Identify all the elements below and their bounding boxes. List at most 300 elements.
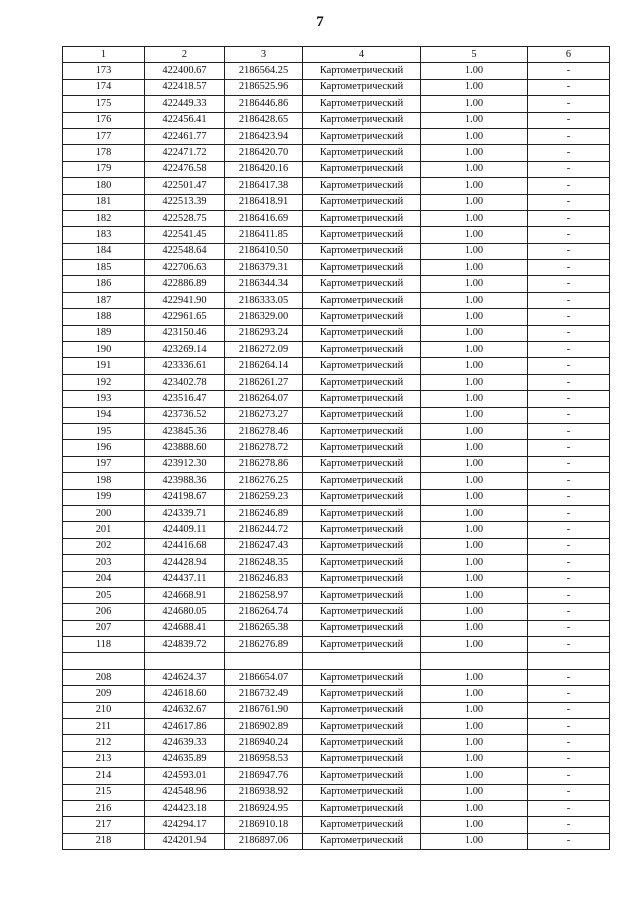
table-cell: 424201.94 bbox=[145, 833, 225, 849]
table-cell: 424680.05 bbox=[145, 604, 225, 620]
table-cell: 2186261.27 bbox=[225, 374, 303, 390]
table-cell: 2186344.34 bbox=[225, 276, 303, 292]
table-cell: 1.00 bbox=[421, 260, 528, 276]
table-cell: 1.00 bbox=[421, 571, 528, 587]
table-cell: - bbox=[528, 440, 610, 456]
table-cell: 422513.39 bbox=[145, 194, 225, 210]
table-cell: - bbox=[528, 719, 610, 735]
table-cell: 424668.91 bbox=[145, 587, 225, 603]
table-cell: 424423.18 bbox=[145, 800, 225, 816]
table-cell: 422400.67 bbox=[145, 63, 225, 79]
table-cell: Картометрический bbox=[303, 194, 421, 210]
table-cell: 2186265.38 bbox=[225, 620, 303, 636]
table-cell: 1.00 bbox=[421, 63, 528, 79]
table-cell: 1.00 bbox=[421, 178, 528, 194]
table-cell: - bbox=[528, 79, 610, 95]
table-cell: 424339.71 bbox=[145, 505, 225, 521]
table-cell: 2186761.90 bbox=[225, 702, 303, 718]
table-cell: 424428.94 bbox=[145, 555, 225, 571]
table-cell: 1.00 bbox=[421, 620, 528, 636]
table-cell: 175 bbox=[63, 96, 145, 112]
table-cell: 2186248.35 bbox=[225, 555, 303, 571]
table-cell: Картометрический bbox=[303, 784, 421, 800]
table-cell: - bbox=[528, 637, 610, 653]
table-cell: 2186938.92 bbox=[225, 784, 303, 800]
table-cell: 424624.37 bbox=[145, 669, 225, 685]
table-row bbox=[63, 702, 610, 718]
table-row bbox=[63, 309, 610, 325]
table-cell: - bbox=[528, 768, 610, 784]
table-cell: 2186958.53 bbox=[225, 751, 303, 767]
table-cell: 422706.63 bbox=[145, 260, 225, 276]
table-cell: Картометрический bbox=[303, 800, 421, 816]
table-cell: - bbox=[528, 243, 610, 259]
table-cell: 178 bbox=[63, 145, 145, 161]
table-cell: 2186272.09 bbox=[225, 342, 303, 358]
table-body bbox=[63, 63, 610, 850]
table-cell: Картометрический bbox=[303, 79, 421, 95]
table-cell: 424593.01 bbox=[145, 768, 225, 784]
table-cell: Картометрический bbox=[303, 669, 421, 685]
table-cell: Картометрический bbox=[303, 637, 421, 653]
table-cell: 2186276.89 bbox=[225, 637, 303, 653]
table-cell: - bbox=[528, 817, 610, 833]
table-cell: 423402.78 bbox=[145, 374, 225, 390]
table-cell: 214 bbox=[63, 768, 145, 784]
table-cell: 1.00 bbox=[421, 325, 528, 341]
table-cell: 205 bbox=[63, 587, 145, 603]
table-row bbox=[63, 79, 610, 95]
table-cell: - bbox=[528, 505, 610, 521]
table-cell: 424198.67 bbox=[145, 489, 225, 505]
table-row bbox=[63, 63, 610, 79]
table-cell: Картометрический bbox=[303, 63, 421, 79]
table-cell: 1.00 bbox=[421, 79, 528, 95]
table-cell: Картометрический bbox=[303, 391, 421, 407]
table-cell: - bbox=[528, 473, 610, 489]
table-cell: Картометрический bbox=[303, 587, 421, 603]
table-cell: Картометрический bbox=[303, 260, 421, 276]
table-cell: Картометрический bbox=[303, 358, 421, 374]
table-cell: Картометрический bbox=[303, 686, 421, 702]
table-row bbox=[63, 276, 610, 292]
table-cell: - bbox=[528, 358, 610, 374]
table-cell: 2186947.76 bbox=[225, 768, 303, 784]
table-row bbox=[63, 342, 610, 358]
table-cell: 1.00 bbox=[421, 817, 528, 833]
table-cell: 424416.68 bbox=[145, 538, 225, 554]
table-row bbox=[63, 800, 610, 816]
table-cell: 192 bbox=[63, 374, 145, 390]
table-cell: 1.00 bbox=[421, 768, 528, 784]
table-cell: 423269.14 bbox=[145, 342, 225, 358]
table-cell: 1.00 bbox=[421, 735, 528, 751]
table-row bbox=[63, 194, 610, 210]
table-cell: 2186246.89 bbox=[225, 505, 303, 521]
table-cell: 2186902.89 bbox=[225, 719, 303, 735]
table-row bbox=[63, 440, 610, 456]
table-cell: 183 bbox=[63, 227, 145, 243]
table-cell: 2186446.86 bbox=[225, 96, 303, 112]
table-cell: 217 bbox=[63, 817, 145, 833]
table-cell: 2186379.31 bbox=[225, 260, 303, 276]
table-cell: 1.00 bbox=[421, 538, 528, 554]
table-cell: 424618.60 bbox=[145, 686, 225, 702]
table-cell: Картометрический bbox=[303, 407, 421, 423]
column-header: 1 bbox=[63, 47, 145, 63]
table-cell: Картометрический bbox=[303, 423, 421, 439]
coordinates-table bbox=[62, 46, 610, 850]
table-row bbox=[63, 260, 610, 276]
table-cell: 1.00 bbox=[421, 145, 528, 161]
table-row bbox=[63, 489, 610, 505]
table-row bbox=[63, 128, 610, 144]
table-cell: 424617.86 bbox=[145, 719, 225, 735]
table-cell: 1.00 bbox=[421, 440, 528, 456]
table-cell: - bbox=[528, 735, 610, 751]
table-cell: Картометрический bbox=[303, 440, 421, 456]
table-cell: 1.00 bbox=[421, 358, 528, 374]
table-cell: Картометрический bbox=[303, 145, 421, 161]
table-cell: - bbox=[528, 260, 610, 276]
table-cell: 193 bbox=[63, 391, 145, 407]
table-cell: 424639.33 bbox=[145, 735, 225, 751]
table-cell: 187 bbox=[63, 292, 145, 308]
table-cell: Картометрический bbox=[303, 620, 421, 636]
table-cell: 422501.47 bbox=[145, 178, 225, 194]
table-row bbox=[63, 374, 610, 390]
table-cell: 180 bbox=[63, 178, 145, 194]
table-cell: - bbox=[528, 210, 610, 226]
table-cell: 197 bbox=[63, 456, 145, 472]
table-cell: 2186924.95 bbox=[225, 800, 303, 816]
table-cell bbox=[225, 653, 303, 669]
table-cell: - bbox=[528, 63, 610, 79]
table-cell: Картометрический bbox=[303, 505, 421, 521]
table-cell: - bbox=[528, 538, 610, 554]
table-cell: Картометрический bbox=[303, 374, 421, 390]
table-row bbox=[63, 505, 610, 521]
table-cell: - bbox=[528, 686, 610, 702]
table-cell: 1.00 bbox=[421, 423, 528, 439]
table-cell: 2186278.72 bbox=[225, 440, 303, 456]
table-cell: 208 bbox=[63, 669, 145, 685]
table-cell: 424548.96 bbox=[145, 784, 225, 800]
table-cell: 2186897.06 bbox=[225, 833, 303, 849]
table-cell: Картометрический bbox=[303, 178, 421, 194]
table-cell: 174 bbox=[63, 79, 145, 95]
table-cell: 176 bbox=[63, 112, 145, 128]
table-cell: 2186410.50 bbox=[225, 243, 303, 259]
column-header: 3 bbox=[225, 47, 303, 63]
table-cell: 422548.64 bbox=[145, 243, 225, 259]
column-header: 4 bbox=[303, 47, 421, 63]
table-cell: Картометрический bbox=[303, 473, 421, 489]
header-row bbox=[63, 47, 610, 63]
table-cell: 182 bbox=[63, 210, 145, 226]
table-cell: 189 bbox=[63, 325, 145, 341]
table-cell: 2186420.16 bbox=[225, 161, 303, 177]
table-cell: 1.00 bbox=[421, 505, 528, 521]
table-row bbox=[63, 522, 610, 538]
table-cell: 2186564.25 bbox=[225, 63, 303, 79]
table-cell: 179 bbox=[63, 161, 145, 177]
table-cell: 198 bbox=[63, 473, 145, 489]
table-cell: Картометрический bbox=[303, 555, 421, 571]
table-cell: - bbox=[528, 489, 610, 505]
table-cell: 2186276.25 bbox=[225, 473, 303, 489]
table-cell: - bbox=[528, 112, 610, 128]
table-cell: 422886.89 bbox=[145, 276, 225, 292]
table-cell: 177 bbox=[63, 128, 145, 144]
table-cell: - bbox=[528, 276, 610, 292]
table-cell: 2186273.27 bbox=[225, 407, 303, 423]
table-cell: 184 bbox=[63, 243, 145, 259]
table-cell: Картометрический bbox=[303, 571, 421, 587]
table-row bbox=[63, 637, 610, 653]
table-cell: - bbox=[528, 620, 610, 636]
table-row bbox=[63, 784, 610, 800]
column-header: 2 bbox=[145, 47, 225, 63]
table-cell: 1.00 bbox=[421, 637, 528, 653]
table-row bbox=[63, 407, 610, 423]
table-cell: Картометрический bbox=[303, 719, 421, 735]
table-cell: 1.00 bbox=[421, 522, 528, 538]
table-cell: - bbox=[528, 342, 610, 358]
table-cell: 423912.30 bbox=[145, 456, 225, 472]
table-cell: 218 bbox=[63, 833, 145, 849]
table-row bbox=[63, 112, 610, 128]
table-cell: Картометрический bbox=[303, 161, 421, 177]
table-cell: 185 bbox=[63, 260, 145, 276]
table-cell: - bbox=[528, 522, 610, 538]
table-cell bbox=[421, 653, 528, 669]
table-cell: - bbox=[528, 309, 610, 325]
table-cell: 2186247.43 bbox=[225, 538, 303, 554]
table-cell: 423516.47 bbox=[145, 391, 225, 407]
table-row bbox=[63, 423, 610, 439]
table-cell: 1.00 bbox=[421, 161, 528, 177]
table-row bbox=[63, 243, 610, 259]
table-cell: 1.00 bbox=[421, 473, 528, 489]
table-row bbox=[63, 161, 610, 177]
column-header: 6 bbox=[528, 47, 610, 63]
table-cell: - bbox=[528, 325, 610, 341]
table-cell: Картометрический bbox=[303, 768, 421, 784]
table-cell: 209 bbox=[63, 686, 145, 702]
table-cell: 2186420.70 bbox=[225, 145, 303, 161]
table-cell: 423845.36 bbox=[145, 423, 225, 439]
table-cell: 2186278.46 bbox=[225, 423, 303, 439]
table-cell: 422541.45 bbox=[145, 227, 225, 243]
table-cell: 424839.72 bbox=[145, 637, 225, 653]
table-cell: 2186333.05 bbox=[225, 292, 303, 308]
table-cell: - bbox=[528, 751, 610, 767]
table-row bbox=[63, 538, 610, 554]
table-cell: - bbox=[528, 800, 610, 816]
table-cell: 173 bbox=[63, 63, 145, 79]
table-cell: 215 bbox=[63, 784, 145, 800]
table-cell: 1.00 bbox=[421, 276, 528, 292]
table-cell: 1.00 bbox=[421, 555, 528, 571]
table-cell: Картометрический bbox=[303, 309, 421, 325]
table-cell: 191 bbox=[63, 358, 145, 374]
table-cell: 2186246.83 bbox=[225, 571, 303, 587]
table-row bbox=[63, 768, 610, 784]
table-row bbox=[63, 456, 610, 472]
table-cell: 2186264.14 bbox=[225, 358, 303, 374]
table-cell: 1.00 bbox=[421, 243, 528, 259]
table-cell: 422418.57 bbox=[145, 79, 225, 95]
table-cell: Картометрический bbox=[303, 522, 421, 538]
table-row bbox=[63, 391, 610, 407]
table-row bbox=[63, 227, 610, 243]
table-cell: 1.00 bbox=[421, 194, 528, 210]
table-row bbox=[63, 669, 610, 685]
table-cell: 199 bbox=[63, 489, 145, 505]
table-cell: 424635.89 bbox=[145, 751, 225, 767]
table-cell: 211 bbox=[63, 719, 145, 735]
table-cell: 2186329.00 bbox=[225, 309, 303, 325]
table-cell: - bbox=[528, 587, 610, 603]
table-cell: - bbox=[528, 128, 610, 144]
table-cell: Картометрический bbox=[303, 489, 421, 505]
table-cell bbox=[528, 653, 610, 669]
table-cell: 2186910.18 bbox=[225, 817, 303, 833]
table-cell: 212 bbox=[63, 735, 145, 751]
table-cell bbox=[303, 653, 421, 669]
table-cell: - bbox=[528, 702, 610, 718]
table-cell: Картометрический bbox=[303, 817, 421, 833]
table-cell: Картометрический bbox=[303, 538, 421, 554]
table-cell: 2186418.91 bbox=[225, 194, 303, 210]
page-number: 7 bbox=[316, 14, 324, 30]
table-cell: 423736.52 bbox=[145, 407, 225, 423]
table-cell: - bbox=[528, 604, 610, 620]
table-cell: 2186244.72 bbox=[225, 522, 303, 538]
table-row bbox=[63, 817, 610, 833]
table-cell: 2186654.07 bbox=[225, 669, 303, 685]
table-cell: 213 bbox=[63, 751, 145, 767]
table-cell: Картометрический bbox=[303, 276, 421, 292]
table-cell: 422471.72 bbox=[145, 145, 225, 161]
table-cell: 424409.11 bbox=[145, 522, 225, 538]
table-cell: 2186293.24 bbox=[225, 325, 303, 341]
table-cell: 2186428.65 bbox=[225, 112, 303, 128]
table-cell: Картометрический bbox=[303, 342, 421, 358]
table-cell: 1.00 bbox=[421, 784, 528, 800]
table-cell: Картометрический bbox=[303, 128, 421, 144]
table-cell: Картометрический bbox=[303, 735, 421, 751]
table-cell: Картометрический bbox=[303, 456, 421, 472]
table-cell: 2186416.69 bbox=[225, 210, 303, 226]
table-cell: 1.00 bbox=[421, 96, 528, 112]
table-cell: - bbox=[528, 194, 610, 210]
table-row bbox=[63, 571, 610, 587]
table-cell: 202 bbox=[63, 538, 145, 554]
table-cell: 1.00 bbox=[421, 456, 528, 472]
table-cell: Картометрический bbox=[303, 833, 421, 849]
table-row bbox=[63, 587, 610, 603]
table-row bbox=[63, 620, 610, 636]
table-cell: 1.00 bbox=[421, 702, 528, 718]
table-cell: 2186525.96 bbox=[225, 79, 303, 95]
table-row bbox=[63, 751, 610, 767]
table-cell: 1.00 bbox=[421, 587, 528, 603]
table-cell: 1.00 bbox=[421, 309, 528, 325]
table-cell: 1.00 bbox=[421, 227, 528, 243]
table-cell: 2186411.85 bbox=[225, 227, 303, 243]
table-cell: 2186264.74 bbox=[225, 604, 303, 620]
table-row bbox=[63, 719, 610, 735]
table-cell: 422476.58 bbox=[145, 161, 225, 177]
table-cell: 1.00 bbox=[421, 686, 528, 702]
table-row bbox=[63, 145, 610, 161]
table-cell: 2186259.23 bbox=[225, 489, 303, 505]
table-row bbox=[63, 96, 610, 112]
table-cell: 201 bbox=[63, 522, 145, 538]
table-row bbox=[63, 210, 610, 226]
table-cell: 2186940.24 bbox=[225, 735, 303, 751]
table-cell: 2186258.97 bbox=[225, 587, 303, 603]
table-cell: 204 bbox=[63, 571, 145, 587]
table-cell: 188 bbox=[63, 309, 145, 325]
table-cell: 422528.75 bbox=[145, 210, 225, 226]
table-cell: - bbox=[528, 669, 610, 685]
table-cell bbox=[63, 653, 145, 669]
table-cell: 207 bbox=[63, 620, 145, 636]
table-cell: 424688.41 bbox=[145, 620, 225, 636]
table-cell: 1.00 bbox=[421, 112, 528, 128]
table-cell: 1.00 bbox=[421, 210, 528, 226]
table-cell bbox=[145, 653, 225, 669]
table-row bbox=[63, 555, 610, 571]
table-cell: - bbox=[528, 227, 610, 243]
table-row bbox=[63, 325, 610, 341]
table-cell: 194 bbox=[63, 407, 145, 423]
table-row bbox=[63, 604, 610, 620]
table-cell: 1.00 bbox=[421, 292, 528, 308]
table-cell: 1.00 bbox=[421, 604, 528, 620]
table-cell: 1.00 bbox=[421, 128, 528, 144]
table-cell: - bbox=[528, 833, 610, 849]
table-cell: 422456.41 bbox=[145, 112, 225, 128]
table-cell: 210 bbox=[63, 702, 145, 718]
table-cell: 423888.60 bbox=[145, 440, 225, 456]
table-cell: - bbox=[528, 423, 610, 439]
table-cell: 424294.17 bbox=[145, 817, 225, 833]
table-cell: - bbox=[528, 407, 610, 423]
table-cell: 195 bbox=[63, 423, 145, 439]
table-cell: Картометрический bbox=[303, 702, 421, 718]
table-cell: 1.00 bbox=[421, 407, 528, 423]
table-cell: - bbox=[528, 161, 610, 177]
table-cell: 1.00 bbox=[421, 342, 528, 358]
column-header: 5 bbox=[421, 47, 528, 63]
table-cell: 423988.36 bbox=[145, 473, 225, 489]
table-cell: 196 bbox=[63, 440, 145, 456]
table-cell: 206 bbox=[63, 604, 145, 620]
table-cell: 118 bbox=[63, 637, 145, 653]
table-cell: 181 bbox=[63, 194, 145, 210]
table-cell: 422961.65 bbox=[145, 309, 225, 325]
table-cell: 1.00 bbox=[421, 489, 528, 505]
table-cell: 2186417.38 bbox=[225, 178, 303, 194]
table-cell: 186 bbox=[63, 276, 145, 292]
table-cell: - bbox=[528, 178, 610, 194]
table-cell: - bbox=[528, 571, 610, 587]
table-cell: 423150.46 bbox=[145, 325, 225, 341]
